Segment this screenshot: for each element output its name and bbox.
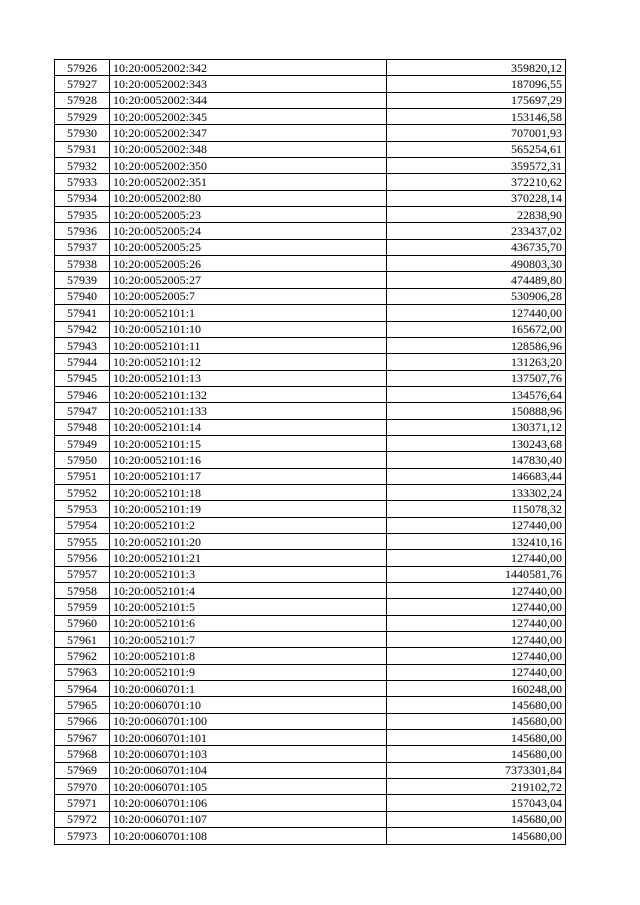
value-cell: 127440,00 <box>387 550 566 566</box>
value-cell: 359572,31 <box>387 158 566 174</box>
table-row <box>55 779 566 795</box>
value-cell: 130371,12 <box>387 419 566 435</box>
cadastral-number-cell: 10:20:0060701:108 <box>110 828 387 844</box>
table-row <box>55 762 566 778</box>
value-cell: 115078,32 <box>387 501 566 517</box>
row-number-cell: 57962 <box>55 648 110 664</box>
row-number-cell: 57945 <box>55 370 110 386</box>
value-cell: 150888,96 <box>387 403 566 419</box>
cadastral-number-cell: 10:20:0052101:8 <box>110 648 387 664</box>
cadastral-number-cell: 10:20:0052101:133 <box>110 403 387 419</box>
cadastral-number-cell: 10:20:0060701:101 <box>110 730 387 746</box>
table-row <box>55 354 566 370</box>
cadastral-number-cell: 10:20:0052005:24 <box>110 223 387 239</box>
value-cell: 128586,96 <box>387 337 566 353</box>
table-row <box>55 533 566 549</box>
cadastral-number-cell: 10:20:0052101:3 <box>110 566 387 582</box>
value-cell: 127440,00 <box>387 632 566 648</box>
cadastral-number-cell: 10:20:0052101:6 <box>110 615 387 631</box>
table-row <box>55 190 566 206</box>
value-cell: 137507,76 <box>387 370 566 386</box>
cadastral-number-cell: 10:20:0052101:5 <box>110 599 387 615</box>
cadastral-number-cell: 10:20:0052101:132 <box>110 386 387 402</box>
row-number-cell: 57936 <box>55 223 110 239</box>
value-cell: 490803,30 <box>387 256 566 272</box>
cadastral-number-cell: 10:20:0052002:351 <box>110 174 387 190</box>
value-cell: 145680,00 <box>387 811 566 827</box>
table-row <box>55 795 566 811</box>
cadastral-number-cell: 10:20:0052101:7 <box>110 632 387 648</box>
table-row <box>55 484 566 500</box>
value-cell: 127440,00 <box>387 615 566 631</box>
row-number-cell: 57959 <box>55 599 110 615</box>
cadastral-number-cell: 10:20:0060701:107 <box>110 811 387 827</box>
cadastral-number-cell: 10:20:0060701:106 <box>110 795 387 811</box>
table-row <box>55 337 566 353</box>
value-cell: 145680,00 <box>387 730 566 746</box>
row-number-cell: 57939 <box>55 272 110 288</box>
value-cell: 145680,00 <box>387 828 566 844</box>
row-number-cell: 57940 <box>55 288 110 304</box>
cadastral-number-cell: 10:20:0052002:343 <box>110 76 387 92</box>
cadastral-number-cell: 10:20:0052101:4 <box>110 583 387 599</box>
value-cell: 7373301,84 <box>387 762 566 778</box>
table-row <box>55 158 566 174</box>
cadastral-number-cell: 10:20:0052005:26 <box>110 256 387 272</box>
row-number-cell: 57947 <box>55 403 110 419</box>
table-row <box>55 713 566 729</box>
value-cell: 131263,20 <box>387 354 566 370</box>
cadastral-number-cell: 10:20:0060701:10 <box>110 697 387 713</box>
row-number-cell: 57934 <box>55 190 110 206</box>
table-row <box>55 305 566 321</box>
row-number-cell: 57930 <box>55 125 110 141</box>
table-row <box>55 746 566 762</box>
cadastral-number-cell: 10:20:0052101:16 <box>110 452 387 468</box>
row-number-cell: 57961 <box>55 632 110 648</box>
table-row <box>55 435 566 451</box>
cadastral-number-cell: 10:20:0052101:18 <box>110 484 387 500</box>
row-number-cell: 57927 <box>55 76 110 92</box>
table-row <box>55 419 566 435</box>
row-number-cell: 57970 <box>55 779 110 795</box>
value-cell: 130243,68 <box>387 435 566 451</box>
table-row <box>55 174 566 190</box>
value-cell: 134576,64 <box>387 386 566 402</box>
cadastral-number-cell: 10:20:0060701:105 <box>110 779 387 795</box>
table-row <box>55 828 566 844</box>
value-cell: 565254,61 <box>387 141 566 157</box>
cadastral-number-cell: 10:20:0052005:7 <box>110 288 387 304</box>
value-cell: 127440,00 <box>387 583 566 599</box>
value-cell: 145680,00 <box>387 746 566 762</box>
row-number-cell: 57952 <box>55 484 110 500</box>
cadastral-number-cell: 10:20:0052002:345 <box>110 109 387 125</box>
value-cell: 359820,12 <box>387 60 566 76</box>
row-number-cell: 57928 <box>55 92 110 108</box>
table-row <box>55 452 566 468</box>
table-row <box>55 632 566 648</box>
table-row <box>55 811 566 827</box>
value-cell: 1440581,76 <box>387 566 566 582</box>
table-row <box>55 517 566 533</box>
cadastral-number-cell: 10:20:0060701:1 <box>110 681 387 697</box>
value-cell: 147830,40 <box>387 452 566 468</box>
row-number-cell: 57951 <box>55 468 110 484</box>
row-number-cell: 57956 <box>55 550 110 566</box>
value-cell: 127440,00 <box>387 517 566 533</box>
value-cell: 146683,44 <box>387 468 566 484</box>
cadastral-number-cell: 10:20:0052101:2 <box>110 517 387 533</box>
value-cell: 165672,00 <box>387 321 566 337</box>
table-row <box>55 566 566 582</box>
value-cell: 127440,00 <box>387 305 566 321</box>
table-row <box>55 141 566 157</box>
cadastral-number-cell: 10:20:0052101:21 <box>110 550 387 566</box>
cadastral-number-cell: 10:20:0052002:347 <box>110 125 387 141</box>
value-cell: 145680,00 <box>387 713 566 729</box>
cadastral-number-cell: 10:20:0052002:80 <box>110 190 387 206</box>
table-row <box>55 223 566 239</box>
registry-table <box>54 59 566 845</box>
cadastral-number-cell: 10:20:0052002:348 <box>110 141 387 157</box>
table-row <box>55 60 566 76</box>
table-row <box>55 272 566 288</box>
cadastral-number-cell: 10:20:0052002:350 <box>110 158 387 174</box>
value-cell: 160248,00 <box>387 681 566 697</box>
cadastral-number-cell: 10:20:0052101:1 <box>110 305 387 321</box>
cadastral-number-cell: 10:20:0052101:12 <box>110 354 387 370</box>
value-cell: 474489,80 <box>387 272 566 288</box>
cadastral-number-cell: 10:20:0060701:103 <box>110 746 387 762</box>
row-number-cell: 57937 <box>55 239 110 255</box>
table-row <box>55 370 566 386</box>
table-row <box>55 730 566 746</box>
row-number-cell: 57944 <box>55 354 110 370</box>
row-number-cell: 57965 <box>55 697 110 713</box>
cadastral-number-cell: 10:20:0052005:23 <box>110 207 387 223</box>
value-cell: 219102,72 <box>387 779 566 795</box>
cadastral-number-cell: 10:20:0052101:13 <box>110 370 387 386</box>
row-number-cell: 57960 <box>55 615 110 631</box>
table-row <box>55 125 566 141</box>
value-cell: 372210,62 <box>387 174 566 190</box>
table-row <box>55 207 566 223</box>
value-cell: 153146,58 <box>387 109 566 125</box>
cadastral-number-cell: 10:20:0060701:104 <box>110 762 387 778</box>
value-cell: 145680,00 <box>387 697 566 713</box>
row-number-cell: 57931 <box>55 141 110 157</box>
value-cell: 127440,00 <box>387 599 566 615</box>
row-number-cell: 57942 <box>55 321 110 337</box>
cadastral-number-cell: 10:20:0060701:100 <box>110 713 387 729</box>
cadastral-number-cell: 10:20:0052101:11 <box>110 337 387 353</box>
row-number-cell: 57932 <box>55 158 110 174</box>
cadastral-number-cell: 10:20:0052101:10 <box>110 321 387 337</box>
cadastral-number-cell: 10:20:0052002:342 <box>110 60 387 76</box>
table-row <box>55 76 566 92</box>
row-number-cell: 57972 <box>55 811 110 827</box>
value-cell: 127440,00 <box>387 664 566 680</box>
table-row <box>55 583 566 599</box>
value-cell: 530906,28 <box>387 288 566 304</box>
registry-table-body <box>55 60 566 845</box>
table-row <box>55 239 566 255</box>
cadastral-number-cell: 10:20:0052005:25 <box>110 239 387 255</box>
cadastral-number-cell: 10:20:0052101:19 <box>110 501 387 517</box>
table-row <box>55 550 566 566</box>
row-number-cell: 57950 <box>55 452 110 468</box>
table-row <box>55 288 566 304</box>
row-number-cell: 57948 <box>55 419 110 435</box>
cadastral-number-cell: 10:20:0052005:27 <box>110 272 387 288</box>
value-cell: 187096,55 <box>387 76 566 92</box>
row-number-cell: 57964 <box>55 681 110 697</box>
row-number-cell: 57963 <box>55 664 110 680</box>
cadastral-number-cell: 10:20:0052101:17 <box>110 468 387 484</box>
row-number-cell: 57968 <box>55 746 110 762</box>
value-cell: 132410,16 <box>387 533 566 549</box>
row-number-cell: 57957 <box>55 566 110 582</box>
table-row <box>55 256 566 272</box>
value-cell: 127440,00 <box>387 648 566 664</box>
value-cell: 175697,29 <box>387 92 566 108</box>
row-number-cell: 57969 <box>55 762 110 778</box>
table-row <box>55 681 566 697</box>
row-number-cell: 57971 <box>55 795 110 811</box>
value-cell: 157043,04 <box>387 795 566 811</box>
value-cell: 707001,93 <box>387 125 566 141</box>
row-number-cell: 57954 <box>55 517 110 533</box>
cadastral-number-cell: 10:20:0052101:9 <box>110 664 387 680</box>
value-cell: 133302,24 <box>387 484 566 500</box>
cadastral-number-cell: 10:20:0052002:344 <box>110 92 387 108</box>
row-number-cell: 57935 <box>55 207 110 223</box>
row-number-cell: 57943 <box>55 337 110 353</box>
table-row <box>55 321 566 337</box>
row-number-cell: 57933 <box>55 174 110 190</box>
row-number-cell: 57955 <box>55 533 110 549</box>
value-cell: 370228,14 <box>387 190 566 206</box>
table-row <box>55 697 566 713</box>
row-number-cell: 57929 <box>55 109 110 125</box>
value-cell: 22838,90 <box>387 207 566 223</box>
table-row <box>55 501 566 517</box>
value-cell: 436735,70 <box>387 239 566 255</box>
table-row <box>55 664 566 680</box>
row-number-cell: 57949 <box>55 435 110 451</box>
table-row <box>55 648 566 664</box>
table-row <box>55 92 566 108</box>
value-cell: 233437,02 <box>387 223 566 239</box>
row-number-cell: 57941 <box>55 305 110 321</box>
table-row <box>55 386 566 402</box>
row-number-cell: 57946 <box>55 386 110 402</box>
table-row <box>55 599 566 615</box>
table-row <box>55 615 566 631</box>
row-number-cell: 57953 <box>55 501 110 517</box>
cadastral-number-cell: 10:20:0052101:20 <box>110 533 387 549</box>
row-number-cell: 57958 <box>55 583 110 599</box>
cadastral-number-cell: 10:20:0052101:14 <box>110 419 387 435</box>
row-number-cell: 57967 <box>55 730 110 746</box>
row-number-cell: 57973 <box>55 828 110 844</box>
row-number-cell: 57938 <box>55 256 110 272</box>
table-row <box>55 403 566 419</box>
table-row <box>55 109 566 125</box>
row-number-cell: 57926 <box>55 60 110 76</box>
table-row <box>55 468 566 484</box>
row-number-cell: 57966 <box>55 713 110 729</box>
cadastral-number-cell: 10:20:0052101:15 <box>110 435 387 451</box>
